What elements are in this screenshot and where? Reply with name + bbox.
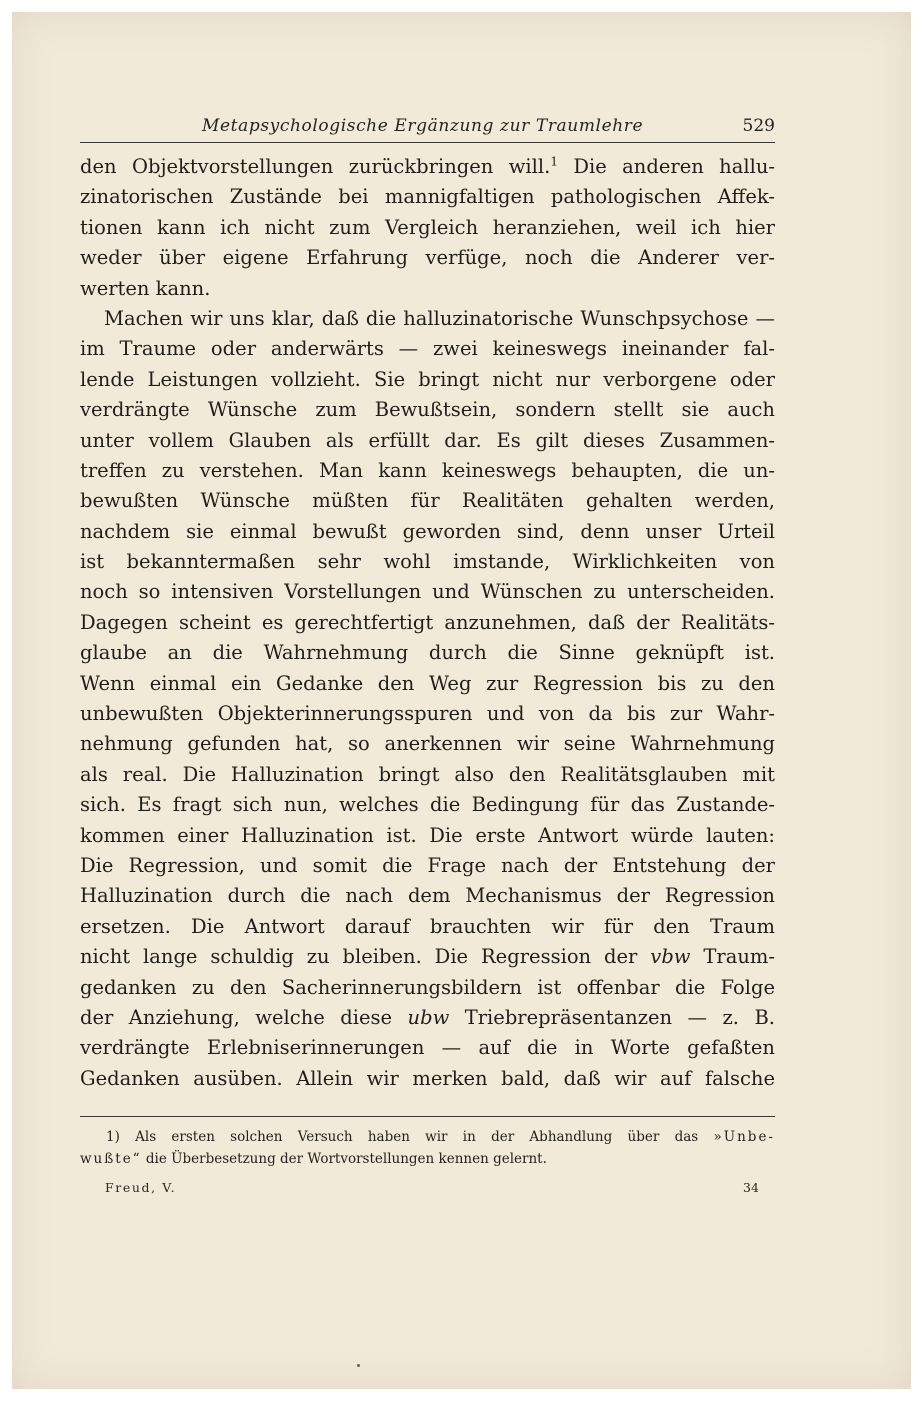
text-line: unbewußten Objekterinnerungsspuren und von da bis zur Wahr- bbox=[80, 702, 775, 726]
text-line: verdrängte Erlebniserinnerungen — auf die in Worte gefaßten bbox=[80, 1036, 775, 1060]
page-number: 529 bbox=[742, 116, 775, 136]
text-line: Wenn einmal ein Gedanke den Weg zur Regression bis zu den bbox=[80, 671, 775, 695]
text-line: glaube an die Wahrnehmung durch die Sinne geknüpft ist. bbox=[80, 641, 775, 665]
paper-speck bbox=[357, 1364, 360, 1367]
signature-mark: Freud, V. bbox=[105, 1180, 177, 1195]
paragraph-first-line: Machen wir uns klar, daß die halluzinatorische Wunschpsychose — bbox=[104, 306, 775, 330]
text-line: der Anziehung, welche diese ubw Triebrepräsentanzen — z. B. bbox=[80, 1005, 775, 1029]
italic-abbreviation: vbw bbox=[650, 945, 691, 969]
text-line: Gedanken ausüben. Allein wir merken bald, daß wir auf falsche bbox=[80, 1066, 775, 1090]
text-line: Die Regression, und somit die Frage nach der Entstehung der bbox=[80, 853, 775, 877]
text-line: werten kann. bbox=[80, 276, 211, 300]
text-line: weder über eigene Erfahrung verfüge, noch die Anderer ver- bbox=[80, 246, 775, 270]
text-line: nachdem sie einmal bewußt geworden sind, denn unser Urteil bbox=[80, 519, 775, 543]
footnote-line: 1) Als ersten solchen Versuch haben wir in der Abhandlung über das »Unbe- bbox=[106, 1129, 775, 1145]
text-line: nicht lange schuldig zu bleiben. Die Regression der vbw Traum- bbox=[80, 945, 775, 969]
body-text bbox=[80, 152, 775, 1094]
text-line: als real. Die Halluzination bringt also den Realitätsglauben mit bbox=[80, 762, 775, 786]
italic-abbreviation: ubw bbox=[407, 1005, 450, 1029]
text-line: sich. Es fragt sich nun, welches die Bedingung für das Zustande- bbox=[80, 793, 775, 817]
footnote-marker: 1) bbox=[106, 1129, 120, 1145]
running-title: Metapsychologische Ergänzung zur Traumlehre bbox=[202, 116, 644, 136]
text-line: verdrängte Wünsche zum Bewußtsein, sondern stellt sie auch bbox=[80, 398, 775, 422]
footnote-line: wußte“ die Überbesetzung der Wortvorstellungen kennen gelernt. bbox=[80, 1151, 547, 1167]
text-line: zinatorischen Zustände bei mannigfaltigen pathologischen Affek- bbox=[80, 185, 775, 209]
text-line: ist bekanntermaßen sehr wohl imstande, Wirklichkeiten von bbox=[80, 550, 775, 574]
text-line: den Objektvorstellungen zurückbringen will.$^1$ Die anderen hallu- bbox=[80, 154, 775, 178]
text-line: im Traume oder anderwärts — zwei keineswegs ineinander fal- bbox=[80, 337, 775, 361]
text-line: treffen zu verstehen. Man kann keineswegs behaupten, die un- bbox=[80, 458, 775, 482]
footnote-divider bbox=[80, 1116, 775, 1117]
footnote-reference: 1 bbox=[550, 154, 558, 169]
text-line: noch so intensiven Vorstellungen und Wünschen zu unterscheiden. bbox=[80, 580, 775, 604]
text-line: kommen einer Halluzination ist. Die erste Antwort würde lauten: bbox=[80, 823, 775, 847]
text-line: gedanken zu den Sacherinnerungsbildern ist offenbar die Folge bbox=[80, 975, 775, 999]
text-line: nehmung gefunden hat, so anerkennen wir seine Wahrnehmung bbox=[80, 732, 775, 756]
text-line: bewußten Wünsche müßten für Realitäten gehalten werden, bbox=[80, 489, 775, 513]
footnote bbox=[80, 1126, 775, 1170]
text-line: lende Leistungen vollzieht. Sie bringt nicht nur verborgene oder bbox=[80, 367, 775, 391]
text-line: Dagegen scheint es gerechtfertigt anzunehmen, daß der Realitäts- bbox=[80, 610, 775, 634]
text-line: Halluzination durch die nach dem Mechanismus der Regression bbox=[80, 884, 775, 908]
page-header bbox=[80, 114, 775, 143]
text-line: tionen kann ich nicht zum Vergleich heranziehen, weil ich hier bbox=[80, 215, 775, 239]
text-line: unter vollem Glauben als erfüllt dar. Es gilt dieses Zusammen- bbox=[80, 428, 775, 452]
text-line: ersetzen. Die Antwort darauf brauchten wir für den Traum bbox=[80, 914, 775, 938]
sheet-number: 34 bbox=[743, 1180, 759, 1195]
